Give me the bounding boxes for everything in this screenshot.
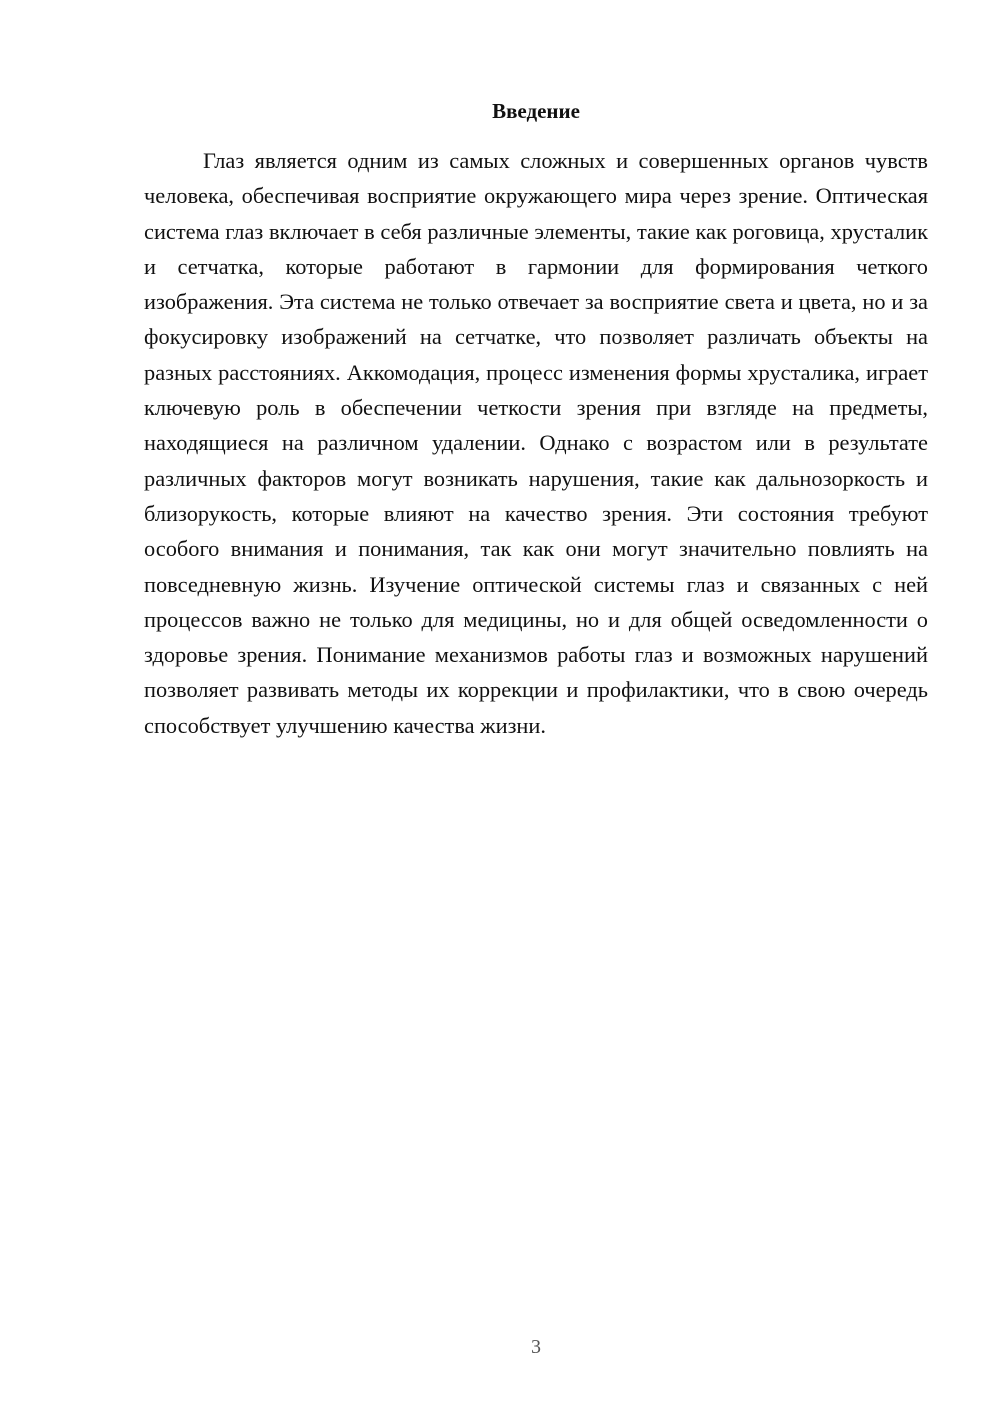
section-heading: Введение xyxy=(492,99,580,123)
page-number: 3 xyxy=(531,1336,541,1358)
body-paragraph: Глаз является одним из самых сложных и совершенных органов чувств человека, обеспечивая восприятие окружающего мира через зрение. Оптическая система глаз включает в себя различные элементы, такие как роговица, хрусталик и сетчатка, которые работают в гармонии для формирования четкого изображения. Эта система не только отвечает за восприятие света и цвета, но и за фокусировку изображений на сетчатке, что позволяет различать объекты на разных расстояниях. Аккомодация, процесс изменения формы хрусталика, играет ключевую роль в обеспечении четкости зрения при взгляде на предметы, находящиеся на различном удалении. Однако с возрастом или в результате различных факторов могут возникать нарушения, такие как дальнозоркость и близорукость, которые влияют на качество зрения. Эти состояния требуют особого внимания и понимания, так как они могут значительно повлиять на повседневную жизнь. Изучение оптической системы глаз и связанных с ней процессов важно не только для медицины, но и для общей осведомленности о здоровье зрения. Понимание механизмов работы глаз и возможных нарушений позволяет развивать методы их коррекции и профилактики, что в свою очередь способствует улучшению качества жизни. xyxy=(144,148,928,738)
